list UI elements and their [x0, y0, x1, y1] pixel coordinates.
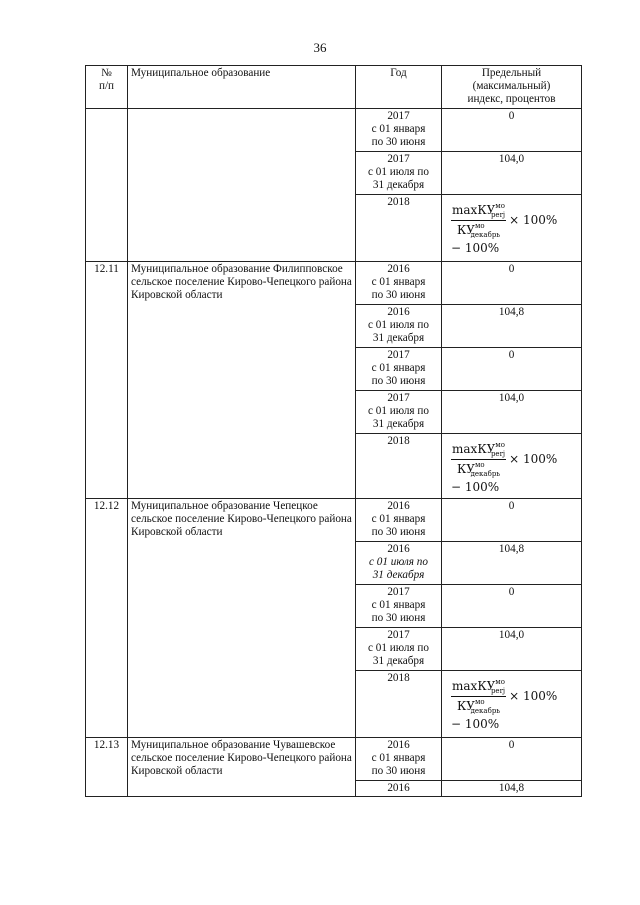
year-cell: 2017 с 01 января по 30 июня [356, 108, 442, 151]
index-value: 104,8 [442, 304, 582, 347]
municipality-name: Муниципальное образование Филипповское сельское поселение Кирово-Чепецкого района Кировской области [128, 261, 356, 498]
header-year: Год [356, 66, 442, 109]
year-cell: 2017 с 01 июля по 31 декабря [356, 390, 442, 433]
index-value: 0 [442, 584, 582, 627]
index-formula-cell [442, 670, 582, 737]
municipality-name [128, 108, 356, 261]
index-formula: $\frac{\max КУ^{мо}_{perj}}{КУ^{мо}_{декабрь}}$ × 100% − 100% [451, 201, 558, 256]
table-row [86, 498, 582, 541]
municipality-name: Муниципальное образование Чепецкое сельское поселение Кирово-Чепецкого района Кировской области [128, 498, 356, 737]
header-num: № п/п [86, 66, 128, 109]
row-number: 12.12 [86, 498, 128, 737]
index-value: 104,0 [442, 627, 582, 670]
year-cell: 2016 с 01 января по 30 июня [356, 498, 442, 541]
year-cell: 2017 с 01 июля по 31 декабря [356, 627, 442, 670]
year-cell: 2018 [356, 670, 442, 737]
index-formula-cell [442, 433, 582, 498]
tariff-index-table [85, 65, 582, 797]
index-value: 104,0 [442, 151, 582, 194]
year-cell: 2018 [356, 433, 442, 498]
year-cell: 2017 с 01 января по 30 июня [356, 347, 442, 390]
header-index: Предельный (максимальный) индекс, процентов [442, 66, 582, 109]
year-cell: 2016 с 01 июля по 31 декабря [356, 304, 442, 347]
table-row [86, 108, 582, 151]
index-formula-cell [442, 194, 582, 261]
header-municipality: Муниципальное образование [128, 66, 356, 109]
year-cell: 2017 с 01 июля по 31 декабря [356, 151, 442, 194]
year-cell: 2016 с 01 января по 30 июня [356, 261, 442, 304]
row-number [86, 108, 128, 261]
year-cell: 2016 с 01 июля по 31 декабря [356, 541, 442, 584]
table-row [86, 261, 582, 304]
index-value: 0 [442, 108, 582, 151]
index-value: 0 [442, 261, 582, 304]
row-number: 12.13 [86, 737, 128, 796]
index-formula: $\frac{\max КУ^{мо}_{perj}}{КУ^{мо}_{декабрь}}$ × 100% − 100% [451, 677, 558, 732]
year-cell: 2016 [356, 780, 442, 796]
row-number: 12.11 [86, 261, 128, 498]
index-value: 0 [442, 737, 582, 780]
table-row [86, 737, 582, 780]
municipality-name: Муниципальное образование Чувашевское сельское поселение Кирово-Чепецкого района Кировской области [128, 737, 356, 796]
index-value: 104,8 [442, 780, 582, 796]
index-value: 0 [442, 347, 582, 390]
year-cell: 2016 с 01 января по 30 июня [356, 737, 442, 780]
table-header-row [86, 66, 582, 109]
page-number: 36 [313, 40, 327, 55]
index-formula: $\frac{\max КУ^{мо}_{perj}}{КУ^{мо}_{декабрь}}$ × 100% − 100% [451, 440, 558, 495]
year-cell: 2018 [356, 194, 442, 261]
index-value: 104,8 [442, 541, 582, 584]
year-cell: 2017 с 01 января по 30 июня [356, 584, 442, 627]
index-value: 104,0 [442, 390, 582, 433]
index-value: 0 [442, 498, 582, 541]
